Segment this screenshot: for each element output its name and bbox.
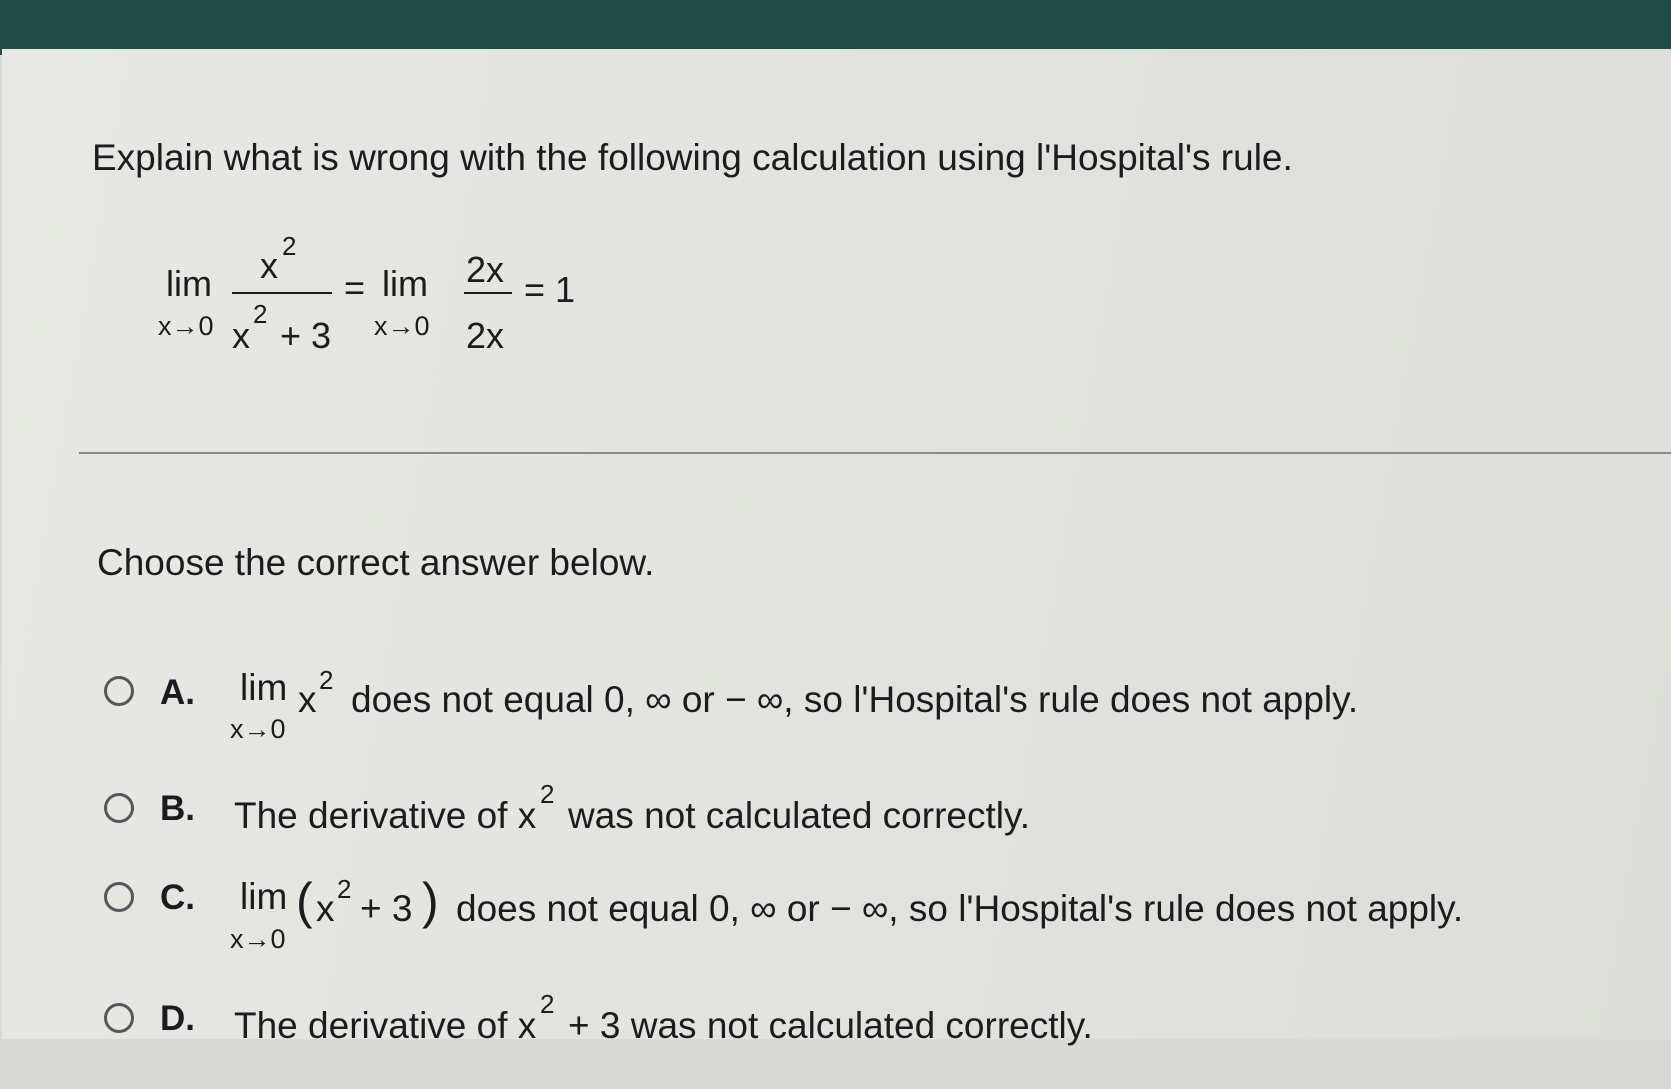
limit-subscript: x→0 <box>230 714 286 744</box>
denominator-rest: + 3 <box>280 315 332 356</box>
numerator-exponent: 2 <box>282 231 297 261</box>
question-text: Explain what is wrong with the following calculation using l'Hospital's rule. <box>92 137 1293 178</box>
limit-subscript: x→0 <box>158 311 214 341</box>
expression-base: x <box>298 679 317 720</box>
option-letter: D. <box>160 999 195 1038</box>
equals-sign: = <box>344 267 366 308</box>
option-a[interactable] <box>98 667 1638 757</box>
option-text-before: The derivative of x <box>234 795 537 836</box>
limit-subscript: x→0 <box>374 311 430 341</box>
numerator-base: x <box>260 245 278 286</box>
option-letter: B. <box>160 789 195 828</box>
option-text: does not equal 0, ∞ or − ∞, so l'Hospital's rule does not apply. <box>351 679 1359 720</box>
option-text: does not equal 0, ∞ or − ∞, so l'Hospital's rule does not apply. <box>456 888 1464 929</box>
radio-button-c[interactable] <box>104 882 134 912</box>
option-letter: C. <box>160 878 195 917</box>
option-d[interactable] <box>98 989 1638 1089</box>
radio-button-d[interactable] <box>104 1003 134 1033</box>
choose-prompt: Choose the correct answer below. <box>97 542 655 583</box>
lim-label: lim <box>382 263 428 304</box>
lim-label: lim <box>240 667 288 708</box>
expression-exponent: 2 <box>319 665 334 695</box>
radio-button-b[interactable] <box>104 793 134 823</box>
expression-rest: + 3 <box>360 888 413 929</box>
option-text-before: The derivative of x <box>234 1005 537 1046</box>
right-denominator: 2x <box>466 315 505 356</box>
left-fraction-bar <box>232 292 332 294</box>
denominator-exponent: 2 <box>253 299 268 329</box>
option-text-after: was not calculated correctly. <box>568 795 1031 836</box>
expression-base: x <box>316 888 335 929</box>
radio-button-a[interactable] <box>104 676 134 706</box>
limit-equation <box>158 231 620 367</box>
expression-exponent: 2 <box>337 874 352 904</box>
question-panel <box>2 49 1671 1046</box>
lim-label: lim <box>240 876 288 917</box>
open-paren: ( <box>296 873 313 929</box>
right-fraction-bar <box>464 292 512 294</box>
top-bar <box>0 0 1671 55</box>
right-numerator: 2x <box>466 249 505 290</box>
limit-subscript: x→0 <box>230 924 286 954</box>
option-b[interactable] <box>98 779 1638 879</box>
denominator-base: x <box>232 315 250 356</box>
lim-label: lim <box>166 263 212 304</box>
option-c[interactable] <box>98 873 1638 966</box>
option-text-after: + 3 was not calculated correctly. <box>568 1005 1093 1046</box>
option-exponent: 2 <box>540 989 555 1019</box>
close-paren: ) <box>422 873 439 929</box>
option-letter: A. <box>160 673 195 712</box>
equation-result: = 1 <box>524 269 576 310</box>
option-exponent: 2 <box>540 779 555 809</box>
section-divider <box>79 452 1671 454</box>
